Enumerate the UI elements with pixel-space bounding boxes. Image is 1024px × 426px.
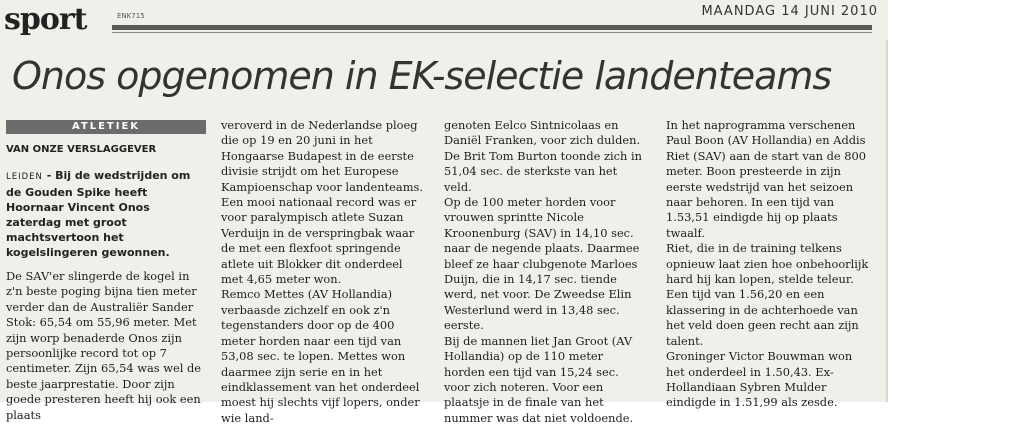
lead-text: - Bij de wedstrijden om de Gouden Spike heeft Hoornaar Vincent Onos zaterdag met groot machtsvertoon het kogelslingeren gewonnen. <box>6 169 191 259</box>
paragraph: In het naprogramma verschenen Paul Boon (AV Hollandia) en Addis Riet (SAV) aan de start van de 800 meter. Boon presteerde in zijn eerste wedstrijd van het seizoen naar behoren. In een tijd van 1.53,51 eindigde hij op plaats twaalf. <box>666 118 866 240</box>
article-lead <box>6 168 206 260</box>
header-rule-thin <box>112 32 872 33</box>
paragraph: veroverd in de Nederlandse ploeg die op 19 en 20 juni in het Hongaarse Budapest in de eerste divisie strijdt om het Europese Kampioenschap voor landenteams. <box>221 118 423 194</box>
header-rule <box>112 25 872 30</box>
paragraph: Groninger Victor Bouwman won het onderdeel in 1.50,43. Ex-Hollandiaan Sybren Mulder eindigde in 1.51,99 als zesde. <box>666 349 853 410</box>
article-dateline: LEIDEN <box>6 172 43 182</box>
article-column-2 <box>221 118 424 426</box>
clipping-edge <box>886 40 888 402</box>
article-kicker: ATLETIEK <box>6 120 206 134</box>
article-column-3 <box>444 118 646 426</box>
section-code: ENK715 <box>117 12 145 20</box>
paragraph: Op de 100 meter horden voor vrouwen sprintte Nicole Kroonenburg (SAV) in 14,10 sec. naar de negende plaats. Daarmee bleef ze haar clubgenote Marloes Duijn, die in 14,17 sec. tiende werd, net voor. De Zweedse Elin Westerlund werd in 13,48 sec. eerste. <box>444 195 640 333</box>
article-column-1 <box>6 120 206 423</box>
paragraph: De SAV'er slingerde de kogel in z'n beste poging bijna tien meter verder dan de Australiër Sander Stok: 65,54 om 55,96 meter. Met zijn worp benaderde Onos zijn persoonlijke record tot op 7 centimeter. Zijn 65,54 was wel de beste jaarprestatie. Door zijn goede presteren heeft hij ook een plaats <box>6 269 202 422</box>
paragraph: Remco Mettes (AV Hollandia) verbaasde zichzelf en ook z'n tegenstanders door op de 400 meter horden naar een tijd van 53,08 sec. te lopen. Mettes won daarmee zijn serie en in het eindklassement van het onderdeel moest hij slechts vijf lopers, onder wie land- <box>221 287 420 425</box>
paragraph: Bij de mannen liet Jan Groot (AV Hollandia) op de 110 meter horden een tijd van 15,24 sec. voor zich noteren. Voor een plaatsje in de finale van het nummer was dat niet voldoende. <box>444 333 634 425</box>
paragraph: Een mooi nationaal record was er voor paralympisch atlete Suzan Verduijn in de verspringbak waar de met een flexfoot springende atlete uit Blokker dit onderdeel met 4,65 meter won. <box>221 195 417 287</box>
article-byline: VAN ONZE VERSLAGGEVER <box>6 144 157 155</box>
issue-date: MAANDAG 14 JUNI 2010 <box>701 4 878 19</box>
section-title: sport <box>4 2 87 37</box>
article-headline: Onos opgenomen in EK-selectie landenteams <box>12 54 832 98</box>
article-column-4 <box>666 118 870 411</box>
paragraph: Riet, die in de training telkens opnieuw laat zien hoe onbehoorlijk hard hij kan lopen, stelde teleur. Een tijd van 1.56,20 en een klassering in de achterhoede van het veld doen geen recht aan zijn talent. <box>666 241 869 348</box>
paragraph: genoten Eelco Sintnicolaas en Daniël Franken, voor zich dulden. De Brit Tom Burton toonde zich in 51,04 sec. de sterkste van het veld. <box>444 118 642 194</box>
